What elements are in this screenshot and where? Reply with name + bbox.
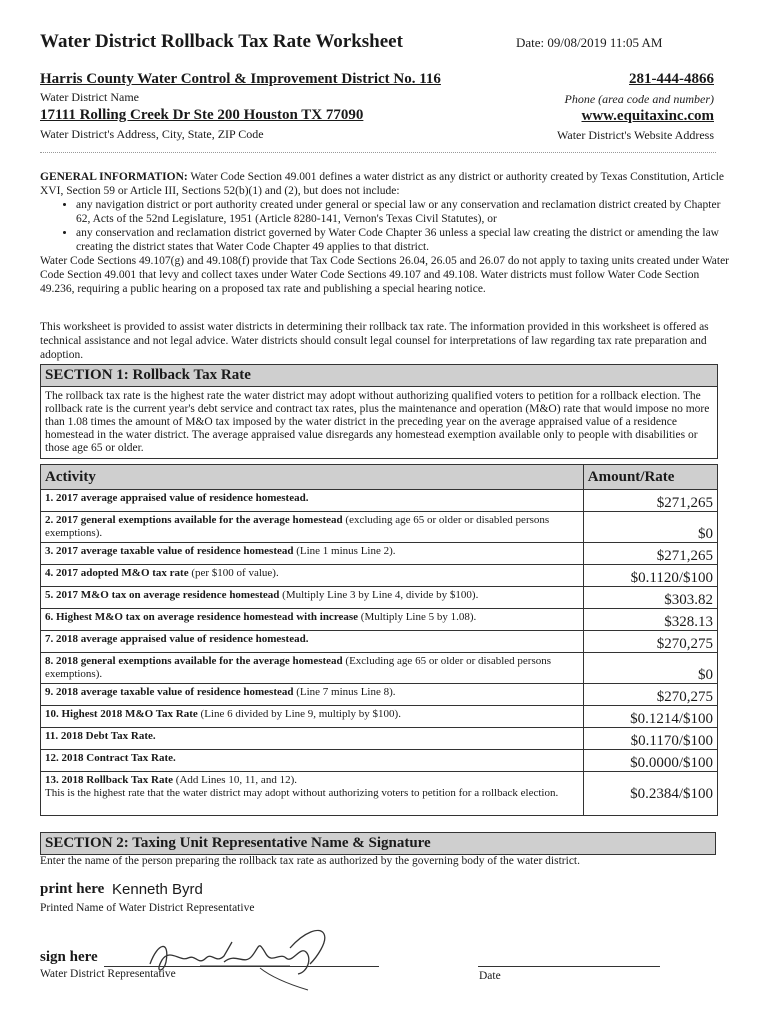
row-detail: (Excluding age 65 or older or disabled persons exemptions).	[45, 655, 552, 680]
row-amount: $0.0000/$100	[583, 750, 717, 772]
worksheet-intro: This worksheet is provided to assist water districts in determining their rollback tax rate. The information provided in this worksheet is offered as technical assistance and not legal advice. Water districts should consult legal counsel for interpretations of law regarding tax rate preparation and adoption.	[40, 321, 709, 361]
phone-label: Phone (area code and number)	[564, 92, 714, 106]
print-here-label: print here	[40, 881, 105, 897]
website-label: Water District's Website Address	[557, 128, 714, 142]
address-label: Water District's Address, City, State, ZIP Code	[40, 127, 264, 141]
table-row	[41, 750, 718, 772]
row-label: 10. Highest 2018 M&O Tax Rate	[45, 708, 198, 720]
row-label: 9. 2018 average taxable value of residence homestead	[45, 686, 294, 698]
section2-title: SECTION 2: Taxing Unit Representative Name & Signature	[40, 832, 716, 855]
section1-title: SECTION 1: Rollback Tax Rate	[41, 365, 717, 387]
date-line[interactable]	[478, 966, 660, 967]
printed-name-label: Printed Name of Water District Representative	[40, 902, 255, 914]
row-amount: $303.82	[583, 587, 717, 609]
row-amount: $0.2384/$100	[583, 772, 717, 816]
general-heading: GENERAL INFORMATION:	[40, 171, 188, 183]
row-label: 7. 2018 average appraised value of residence homestead.	[45, 633, 309, 645]
row-label: 5. 2017 M&O tax on average residence homestead	[45, 589, 280, 601]
activity-table	[40, 464, 718, 816]
district-address: 17111 Rolling Creek Dr Ste 200 Houston TX 77090	[40, 107, 364, 123]
general-bullet: • any navigation district or port authority created under general or special law or any conservation and reclamation district created by Chapter 62, Acts of the 52nd Legislature, 1951 (Article 8280-141, Vernon's Texas Civil Statutes), or	[76, 198, 730, 226]
table-row	[41, 565, 718, 587]
row-amount: $0.1170/$100	[583, 728, 717, 750]
table-row	[41, 706, 718, 728]
row-label: 8. 2018 general exemptions available for the average homestead	[45, 655, 343, 667]
activity-column-header: Activity	[41, 465, 584, 490]
row-detail: (Multiply Line 5 by 1.08).	[358, 611, 477, 623]
section1-box	[40, 364, 718, 459]
table-row	[41, 543, 718, 565]
divider	[40, 152, 716, 153]
row-label: 1. 2017 average appraised value of residence homestead.	[45, 492, 309, 504]
table-header-row	[41, 465, 718, 490]
printed-name[interactable]: Kenneth Byrd	[112, 881, 203, 898]
row-detail: (Add Lines 10, 11, and 12).	[173, 774, 297, 786]
district-name-label: Water District Name	[40, 90, 139, 104]
row-amount: $271,265	[583, 543, 717, 565]
row-detail: (Line 1 minus Line 2).	[293, 545, 396, 557]
row-label: 13. 2018 Rollback Tax Rate	[45, 774, 174, 786]
row-label: 6. Highest M&O tax on average residence homestead with increase	[45, 611, 359, 623]
table-row	[41, 490, 718, 512]
table-row	[41, 631, 718, 653]
table-row	[41, 684, 718, 706]
print-date: Date: 09/08/2019 11:05 AM	[516, 35, 663, 50]
row-amount: $270,275	[583, 684, 717, 706]
row-label: 2. 2017 general exemptions available for the average homestead	[45, 514, 343, 526]
general-information	[40, 170, 730, 296]
amount-column-header: Amount/Rate	[583, 465, 717, 490]
row-detail: (per $100 of value).	[188, 567, 279, 579]
general-intro: Water Code Section 49.001 defines a water district as any district or authority created by Texas Constitution, Article XVI, Section 59 or Article III, Sections 52(b)(1) and (2), but does not include:	[40, 171, 725, 197]
district-name: Harris County Water Control & Improvement District No. 116	[40, 71, 441, 87]
row-amount: $271,265	[583, 490, 717, 512]
table-row	[41, 587, 718, 609]
row-detail: (Multiply Line 3 by Line 4, divide by $100).	[279, 589, 479, 601]
row-label: 11. 2018 Debt Tax Rate.	[45, 730, 156, 742]
row-amount: $0.1120/$100	[583, 565, 717, 587]
general-bullet: • any conservation and reclamation district governed by Water Code Chapter 36 unless a special law creating the district or amending the law creating the district states that Water Code Chapter 49 applies to that district.	[76, 226, 730, 254]
signature-line[interactable]	[104, 966, 379, 967]
row-label: 3. 2017 average taxable value of residence homestead	[45, 545, 294, 557]
signature-image	[140, 912, 340, 992]
date-label: Date	[479, 970, 501, 982]
table-row	[41, 653, 718, 684]
row-amount: $0	[583, 653, 717, 684]
general-closing: Water Code Sections 49.107(g) and 49.108(f) provide that Tax Code Sections 26.04, 26.05 and 26.07 do not apply to taxing units created under Water Code Section 49.001 that levy and collect taxes under Water Code Sections 49.107 and 49.108. Water districts must follow Water Code Section 49.236, requiring a public hearing on a proposed tax rate and publishing a special hearing notice.	[40, 255, 730, 295]
row-detail: (Line 6 divided by Line 9, multiply by $100).	[197, 708, 401, 720]
row-label: 4. 2017 adopted M&O tax rate	[45, 567, 189, 579]
row-detail: (excluding age 65 or older or disabled persons exemptions).	[45, 514, 550, 539]
row-label: 12. 2018 Contract Tax Rate.	[45, 752, 176, 764]
table-row	[41, 609, 718, 631]
district-phone: 281-444-4866	[629, 71, 714, 87]
table-row	[41, 728, 718, 750]
district-website[interactable]: www.equitaxinc.com	[581, 108, 714, 124]
table-row	[41, 512, 718, 543]
row-note: This is the highest rate that the water district may adopt without authorizing voters to petition for a rollback election.	[45, 787, 559, 799]
row-amount: $328.13	[583, 609, 717, 631]
signature-label: Water District Representative	[40, 968, 176, 980]
sign-here-label: sign here	[40, 949, 98, 965]
table-row	[41, 772, 718, 816]
section1-text: The rollback tax rate is the highest rate the water district may adopt without authorizing qualified voters to petition for a rollback election. The rollback rate is the current year's debt service and contract tax rates, plus the maintenance and operation (M&O) rate that would impose no more than 1.08 times the amount of M&O tax imposed by the water district in the preceding year on the average appraised value of a residence homestead in the water district. The average appraised value disregards any homestead exemption available only to people with disabilities or those age 65 or older.	[45, 390, 710, 454]
page-title: Water District Rollback Tax Rate Worksheet	[40, 31, 403, 52]
row-amount: $0.1214/$100	[583, 706, 717, 728]
row-detail: (Line 7 minus Line 8).	[293, 686, 396, 698]
row-amount: $0	[583, 512, 717, 543]
section2-text: Enter the name of the person preparing the rollback tax rate as authorized by the governing body of the water district.	[40, 855, 580, 867]
row-amount: $270,275	[583, 631, 717, 653]
general-bullets	[40, 198, 730, 254]
